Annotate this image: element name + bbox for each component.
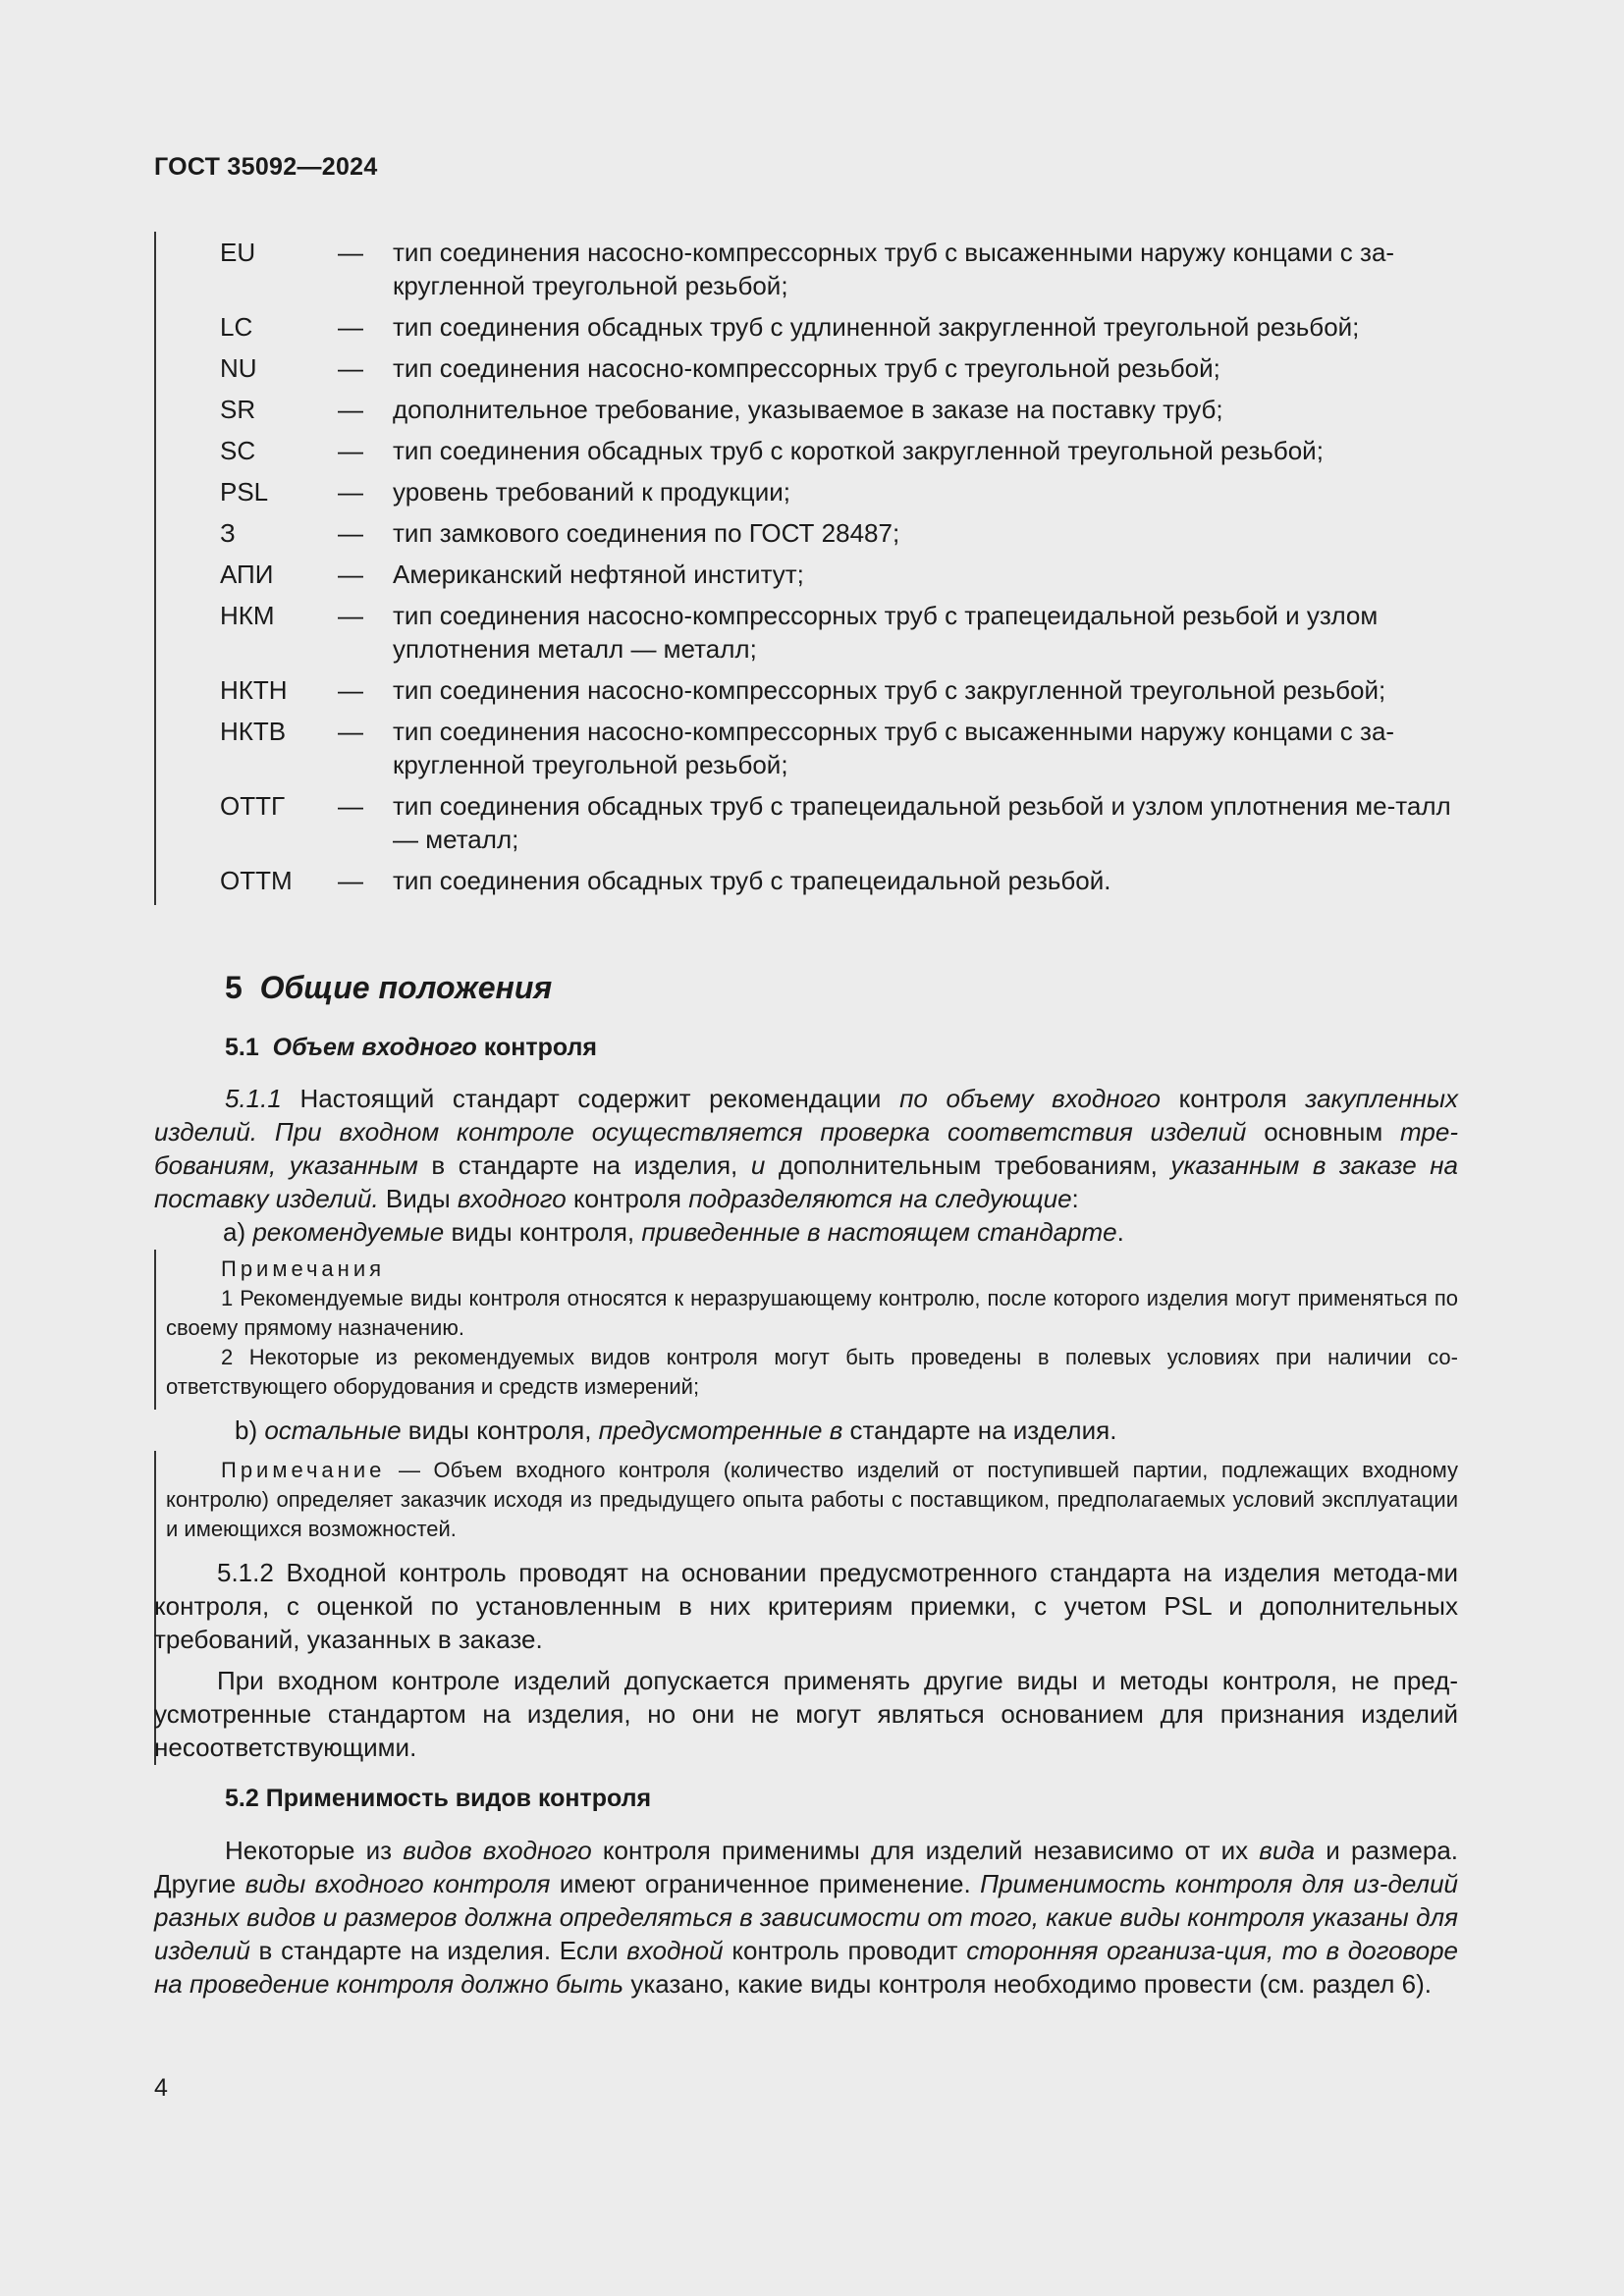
abbreviation-dash: —: [338, 436, 363, 465]
abbreviation-code: НКТН: [220, 675, 288, 705]
abbreviation-dash: —: [338, 312, 363, 342]
abbreviation-row: [220, 310, 1457, 344]
text-run: стандарте на изделия.: [842, 1415, 1117, 1445]
text-run: контроля: [566, 1184, 689, 1213]
abbreviation-definition: тип соединения насосно-компрессорных труб с высаженными наружу концами с за-кругленной треугольной резьбой;: [393, 238, 1395, 300]
notes-heading: Примечания: [221, 1256, 386, 1281]
abbreviation-row: [220, 599, 1457, 666]
abbreviation-row: [220, 393, 1457, 426]
abbreviation-definition: тип соединения насосно-компрессорных труб с закругленной треугольной резьбой;: [393, 675, 1386, 705]
text-run: виды контроля,: [444, 1217, 642, 1247]
abbreviation-code: EU: [220, 238, 256, 267]
note-heading: Примечание: [221, 1458, 386, 1482]
italic-run: входной: [626, 1936, 724, 1965]
list-item-b: [154, 1414, 1458, 1447]
text-run: Некоторые из: [225, 1836, 404, 1865]
abbreviation-list: [220, 236, 1457, 905]
text-run: контроль проводит: [723, 1936, 967, 1965]
note-text: — Объем входного контроля (количество изделий от поступившей партии, подлежащих входному контролю) определяет заказчик исходя из предыдущего опыта работы с поставщиком, предполагаемых условий эксплуатации и имеющихся возможностей.: [166, 1458, 1458, 1541]
abbreviation-definition: тип замкового соединения по ГОСТ 28487;: [393, 518, 900, 548]
subsection-title: Применимость видов контроля: [265, 1785, 652, 1812]
text-run: основным: [1246, 1117, 1401, 1147]
abbreviation-code: SR: [220, 395, 256, 424]
text-run: Виды: [378, 1184, 458, 1213]
text-run: Настоящий стандарт содержит рекомендации: [281, 1084, 900, 1113]
abbreviation-row: [220, 434, 1457, 467]
page-number: 4: [154, 2074, 168, 2102]
italic-run: Применимость контроля для из-делий разных видов и размеров должна определяться в зависимости от того, какие виды контроля указаны для изделий: [154, 1869, 1458, 1965]
abbreviation-code: АПИ: [220, 560, 274, 589]
text-run: в стандарте на изделия. Если: [249, 1936, 627, 1965]
italic-run: и: [750, 1150, 766, 1180]
italic-run: предусмотренные в: [598, 1415, 843, 1445]
document-header: ГОСТ 35092—2024: [154, 153, 378, 181]
abbreviation-code: З: [220, 518, 236, 548]
italic-run: подразделяются на следующие: [688, 1184, 1072, 1213]
text-run: дополнительным требованиям,: [765, 1150, 1171, 1180]
abbreviation-code: PSL: [220, 477, 269, 507]
abbreviation-code: ОТТМ: [220, 866, 293, 895]
abbreviation-row: [220, 516, 1457, 550]
subsection-5-2-heading: [225, 1785, 651, 1813]
text-run: b): [235, 1415, 265, 1445]
abbreviation-code: LC: [220, 312, 253, 342]
abbreviation-code: НКТВ: [220, 717, 287, 746]
text-run: контроля применимы для изделий независимо от их: [591, 1836, 1260, 1865]
paragraph-5-1-2: 5.1.2 Входной контроль проводят на основании предусмотренного стандарта на изделия метода-ми контроля, с оценкой по установленным в них критериям приемки, с учетом PSL и дополнительных требований, указанных в заказе.: [154, 1558, 1458, 1654]
abbreviation-dash: —: [338, 560, 363, 589]
abbreviation-definition: Американский нефтяной институт;: [393, 560, 804, 589]
abbreviation-dash: —: [338, 395, 363, 424]
abbreviation-row: [220, 673, 1457, 707]
section-title: Общие положения: [259, 970, 553, 1005]
text-run: виды контроля,: [401, 1415, 599, 1445]
abbreviation-definition: тип соединения насосно-компрессорных труб с треугольной резьбой;: [393, 353, 1220, 383]
abbreviation-dash: —: [338, 518, 363, 548]
abbreviation-code: НКМ: [220, 601, 275, 630]
section-5-heading: [225, 970, 552, 1006]
italic-run: виды входного контроля: [244, 1869, 551, 1898]
abbreviation-dash: —: [338, 675, 363, 705]
abbreviation-row: [220, 789, 1457, 856]
abbreviation-dash: —: [338, 717, 363, 746]
abbreviation-row: [220, 351, 1457, 385]
abbreviation-definition: тип соединения обсадных труб с удлиненной закругленной треугольной резьбой;: [393, 312, 1360, 342]
text-run: контроля: [1161, 1084, 1306, 1113]
abbreviation-definition: дополнительное требование, указываемое в заказе на поставку труб;: [393, 395, 1223, 424]
change-bar: [154, 232, 156, 905]
note-1: 1 Рекомендуемые виды контроля относятся к неразрушающему контролю, после которого изделия могут применяться по своему прямому назначению.: [166, 1286, 1458, 1340]
italic-run: видов входного: [403, 1836, 592, 1865]
section-num: 5: [225, 970, 243, 1005]
abbreviation-definition: уровень требований к продукции;: [393, 477, 790, 507]
paragraph-5-1-2-b: При входном контроле изделий допускается применять другие виды и методы контроля, не пред-усмотренные стандартом на изделия, но они не могут являться основанием для признания изделий несоответствующими.: [154, 1666, 1458, 1762]
subsection-5-1-heading: [225, 1034, 597, 1062]
paragraph-5-1-1: [154, 1082, 1458, 1215]
italic-run: указанным в заказе на поставку изделий.: [154, 1150, 1458, 1213]
abbreviation-dash: —: [338, 791, 363, 821]
text-run: указано, какие виды контроля необходимо провести (см. раздел 6).: [623, 1969, 1432, 1999]
text-run: имеют ограниченное применение.: [550, 1869, 981, 1898]
italic-run: 5.1.1: [225, 1084, 282, 1113]
abbreviation-code: SC: [220, 436, 256, 465]
abbreviation-row: [220, 715, 1457, 781]
subsection-num: 5.2: [225, 1785, 259, 1812]
abbreviation-dash: —: [338, 866, 363, 895]
italic-run: приведенные в настоящем стандарте: [641, 1217, 1117, 1247]
italic-run: закупленных изделий. При входном контроле осуществляется проверка соответствия изделий: [154, 1084, 1458, 1147]
abbreviation-row: [220, 558, 1457, 591]
list-item-a: [154, 1215, 1458, 1249]
note-2: 2 Некоторые из рекомендуемых видов контроля могут быть проведены в полевых условиях при наличии со-ответствующего оборудования и средств измерений;: [166, 1345, 1458, 1399]
subsection-num: 5.1: [225, 1034, 259, 1061]
abbreviation-dash: —: [338, 353, 363, 383]
text-run: и размера. Другие: [154, 1836, 1459, 1898]
change-bar: [154, 1250, 156, 1410]
abbreviation-code: NU: [220, 353, 257, 383]
abbreviation-code: ОТТГ: [220, 791, 286, 821]
abbreviation-definition: тип соединения обсадных труб с трапецеидальной резьбой и узлом уплотнения ме-талл — металл;: [393, 791, 1451, 854]
abbreviation-dash: —: [338, 477, 363, 507]
abbreviation-row: [220, 475, 1457, 508]
italic-run: входного: [457, 1184, 567, 1213]
text-run: :: [1071, 1184, 1079, 1213]
abbreviation-row: [220, 864, 1457, 897]
text-run: в стандарте на изделия,: [417, 1150, 751, 1180]
abbreviation-row: [220, 236, 1457, 302]
italic-run: сторонняя организа-ция, то в договоре на проведение контроля должно быть: [154, 1936, 1459, 1999]
abbreviation-definition: тип соединения обсадных труб с трапецеидальной резьбой.: [393, 866, 1111, 895]
italic-run: по объему входного: [899, 1084, 1162, 1113]
text-run: а): [223, 1217, 253, 1247]
italic-run: остальные: [264, 1415, 402, 1445]
abbreviation-dash: —: [338, 601, 363, 630]
abbreviation-definition: тип соединения насосно-компрессорных труб с трапецеидальной резьбой и узлом уплотнения металл — металл;: [393, 601, 1379, 664]
italic-run: тре-бованиям, указанным: [154, 1117, 1458, 1180]
subsection-title-rest: контроля: [483, 1034, 597, 1061]
abbreviation-definition: тип соединения обсадных труб с короткой закругленной треугольной резьбой;: [393, 436, 1324, 465]
italic-run: вида: [1259, 1836, 1316, 1865]
italic-run: рекомендуемые: [252, 1217, 445, 1247]
abbreviation-dash: —: [338, 238, 363, 267]
paragraph-5-2: [154, 1834, 1458, 2001]
abbreviation-definition: тип соединения насосно-компрессорных труб с высаженными наружу концами с за-кругленной треугольной резьбой;: [393, 717, 1395, 779]
text-run: .: [1116, 1217, 1124, 1247]
subsection-title-italic: Объем входного: [272, 1034, 477, 1061]
note-single: [166, 1456, 1458, 1544]
